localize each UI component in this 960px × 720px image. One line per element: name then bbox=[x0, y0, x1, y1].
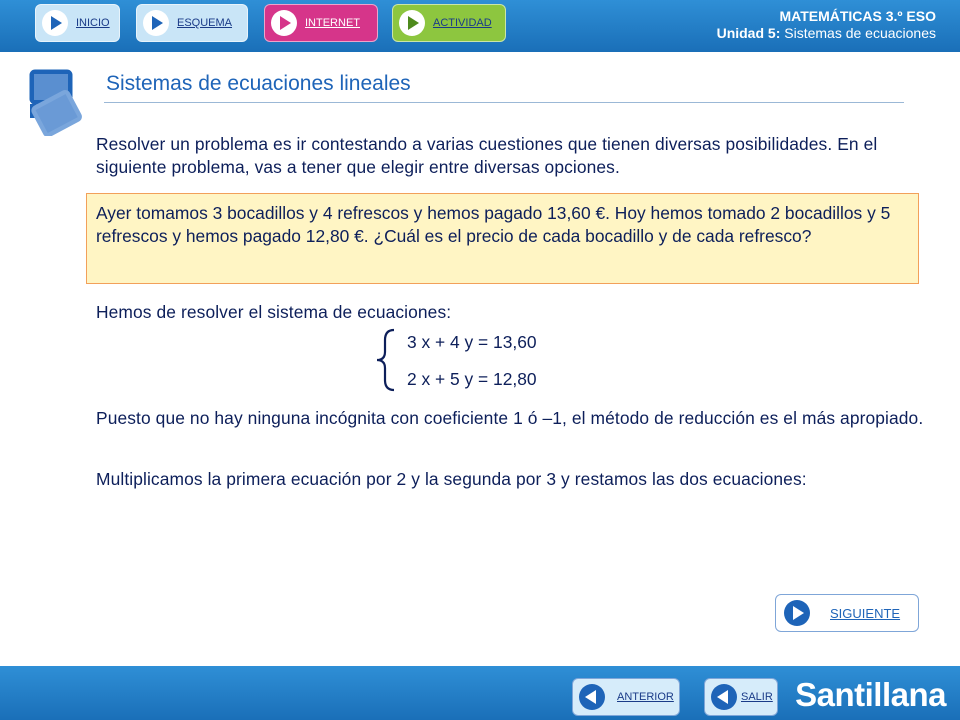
intro-paragraph: Resolver un problema es ir contestando a varias cuestiones que tienen diversas posibilidades. En el siguiente problema, vas a tener que elegir entre diversas opciones. bbox=[96, 134, 878, 177]
equation-1: 3 x + 4 y = 13,60 bbox=[407, 332, 537, 352]
siguiente-label: SIGUIENTE bbox=[830, 605, 901, 621]
play-icon bbox=[784, 600, 810, 626]
unit-label: Unidad 5: bbox=[716, 25, 781, 41]
salir-label: SALIR bbox=[741, 691, 773, 703]
actividad-button[interactable] bbox=[392, 4, 506, 42]
brand-logo: Santillana bbox=[795, 676, 946, 713]
back-icon bbox=[579, 684, 605, 710]
problem-box bbox=[86, 193, 919, 284]
title-divider bbox=[104, 102, 904, 103]
anterior-label: ANTERIOR bbox=[617, 691, 674, 703]
esquema-label: ESQUEMA bbox=[177, 17, 233, 29]
subject-header bbox=[717, 8, 936, 42]
inicio-label: INICIO bbox=[76, 17, 110, 29]
inicio-button[interactable] bbox=[35, 4, 120, 42]
book-pages-icon bbox=[28, 68, 84, 136]
problem-statement: Ayer tomamos 3 bocadillos y 4 refrescos y hemos pagado 13,60 €. Hoy hemos tomado 2 bocadillos y 5 refrescos y hemos pagado 12,80 €. ¿Cuál es el precio de cada bocadillo y de cada refresco? bbox=[96, 203, 891, 246]
play-icon bbox=[42, 10, 68, 36]
method-paragraph: Puesto que no hay ninguna incógnita con coeficiente 1 ó –1, el método de reducción es el más apropiado. bbox=[96, 408, 924, 428]
top-bar bbox=[0, 0, 960, 52]
salir-button[interactable] bbox=[704, 678, 778, 716]
page-title: Sistemas de ecuaciones lineales bbox=[106, 72, 411, 95]
play-icon bbox=[271, 10, 297, 36]
system-intro: Hemos de resolver el sistema de ecuaciones: bbox=[96, 302, 452, 322]
unit-title bbox=[717, 25, 936, 42]
internet-button[interactable] bbox=[264, 4, 378, 42]
back-icon bbox=[711, 684, 737, 710]
unit-name: Sistemas de ecuaciones bbox=[780, 25, 936, 41]
equation-2: 2 x + 5 y = 12,80 bbox=[407, 369, 537, 389]
actividad-label: ACTIVIDAD bbox=[433, 17, 492, 29]
siguiente-button[interactable] bbox=[775, 594, 919, 632]
brace-icon bbox=[372, 328, 400, 392]
play-icon bbox=[143, 10, 169, 36]
internet-label: INTERNET bbox=[305, 17, 360, 29]
play-icon bbox=[399, 10, 425, 36]
multiply-paragraph: Multiplicamos la primera ecuación por 2 y la segunda por 3 y restamos las dos ecuaciones: bbox=[96, 469, 807, 489]
course-title: MATEMÁTICAS 3.º ESO bbox=[779, 8, 936, 24]
anterior-button[interactable] bbox=[572, 678, 680, 716]
esquema-button[interactable] bbox=[136, 4, 248, 42]
